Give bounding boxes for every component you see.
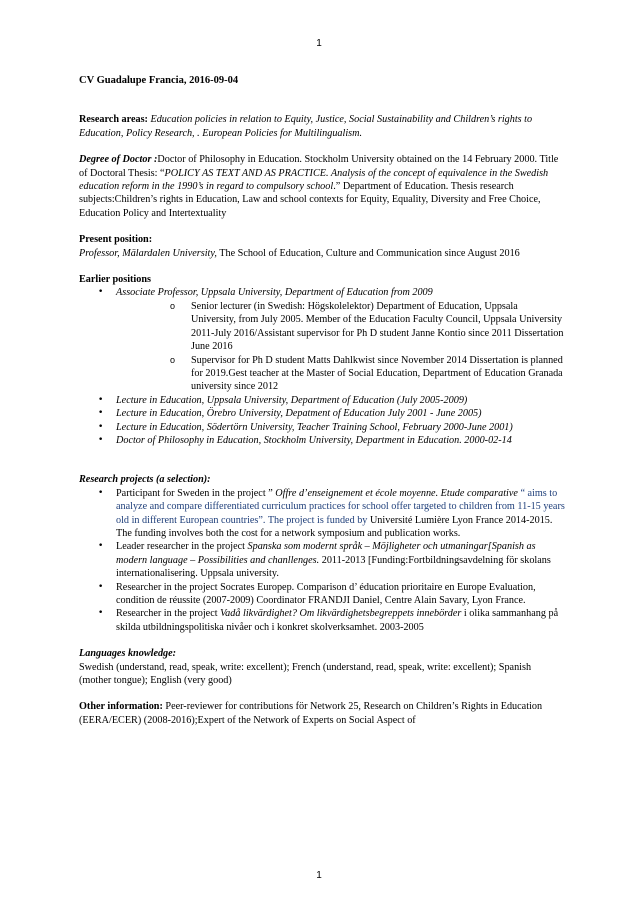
project-text: Leader researcher in the project [116, 541, 248, 553]
degree-text-1: Doctor of Philosophy in Education. Stockholm University obtained on the 14 February 2000. Title of Doctoral Thesis: “ [79, 154, 559, 179]
other-information [79, 700, 565, 727]
research-areas [79, 113, 565, 140]
present-position-label: Present position: [79, 234, 153, 246]
page-number-top: 1 [316, 38, 322, 49]
cv-document [79, 74, 565, 727]
earlier-positions-label: Earlier positions [79, 274, 151, 286]
present-position [79, 247, 565, 260]
list-item [79, 540, 565, 580]
list-item [79, 607, 565, 634]
research-projects-list [79, 487, 565, 634]
sub-list-item: o Senior lecturer (in Swedish: Högskolelektor) Department of Education, Uppsala University, from July 2005. Member of the Education Faculty Council, Uppsala University 2011-July 2016/Assistant supervisor for Ph D student Janne Kontio since 2011 Dissertation June 2016 [116, 300, 565, 354]
languages-label: Languages knowledge: [79, 648, 177, 660]
project-title: Vadå likvärdighet? Om likvärdighetsbegreppets innebörder [220, 608, 462, 620]
earlier-positions-list [79, 286, 565, 447]
research-areas-text: Education policies in relation to Equity, Justice, Social Sustainability and Children’s rights to Education, Policy Research, . European Policies for Multilingualism. [79, 114, 533, 139]
degree-of-doctor [79, 153, 565, 220]
present-position-text: The School of Education, Culture and Communication since August 2016 [216, 247, 520, 259]
sub-list [116, 300, 565, 394]
project-text: 2011-2013 [Funding:Fortbildningsavdelning för skolans internationalisering. Uppsala university. [116, 554, 551, 580]
list-item: • Researcher in the project Socrates Europep. Comparison d’ éducation prioritaire en Europe Evaluation, condition de réussite (2007-2009) Coordinator FRANDJI Daniel, Centre Alain Savary, Lyon France. [79, 581, 565, 608]
document-title: CV Guadalupe Francia, 2016-09-04 [79, 75, 239, 86]
project-text: Université Lumière Lyon France 2014-2015. The funding involves both the cost for a network symposium and publication works. [116, 514, 553, 539]
sub-list-item: o Supervisor for Ph D student Matts Dahlkwist since November 2014 Dissertation is planned for 2019.Gest teacher at the Master of Social Education, Department of Education Granada university since 2012 [116, 354, 565, 394]
list-item: • Lecture in Education, Örebro University, Depatment of Education July 2001 - June 2005) [79, 407, 565, 420]
list-item: • Doctor of Philosophy in Education, Stockholm University, Department in Education. 2000-02-14 [79, 434, 565, 447]
other-information-label: Other information: [79, 701, 163, 713]
degree-text-2: .” Department of Education. Thesis research subjects:Children’s rights in Education, Law and school contexts for Equity, Equality, Diversity and Free Choice, Education Policy and Intertextuality [79, 181, 541, 219]
research-areas-label: Research areas: [79, 114, 148, 126]
thesis-title: POLICY AS TEXT AND AS PRACTICE. Analysis of the concept of equivalence in the Swedish education reform in the 1990’s in regard to compulsory school [79, 167, 549, 193]
present-position-title: Professor, Mälardalen University, [79, 247, 217, 259]
list-item: • Lecture in Education, Södertörn University, Teacher Training School, February 2000-June 2001) [79, 421, 565, 434]
research-projects-label: Research projects (a selection): [79, 474, 211, 486]
project-text: Researcher in the project [116, 608, 221, 620]
project-text-blue: “ aims to analyze and compare differentiated curriculum practices for school offer targeted to children from 11-15 years old in different European countries”. The project is funded by [116, 487, 565, 526]
project-title: Offre d’enseignement et école moyenne. Etude comparative [275, 487, 518, 499]
other-information-text: Peer-reviewer for contributions för Network 25, Research on Children’s Rights in Education (EERA/ECER) (2008-2016);Expert of the Network of Experts on Social Aspect of [79, 701, 543, 726]
project-title: Spanska som modernt språk – Möjligheter och utmaningar[Spanish as modern language – Possibilities and chanllenges. [116, 541, 536, 566]
page-number-bottom: 1 [316, 870, 322, 881]
position-text: Associate Professor, Uppsala University, Department of Education from 2009 [116, 287, 433, 299]
languages-text: Swedish (understand, read, speak, write: excellent); French (understand, read, speak, write: excellent); Spanish (mother tongue); English (very good) [79, 661, 532, 687]
list-item: • Lecture in Education, Uppsala University, Department of Education (July 2005-2009) [79, 394, 565, 407]
list-item [79, 487, 565, 541]
list-item [79, 286, 565, 393]
project-text: Participant for Sweden in the project ” [116, 487, 276, 499]
project-text: i olika sammanhang på skilda utbildningspolitiska nivåer och i konkret skolverksamhet. 2003-2005 [116, 608, 559, 633]
degree-label: Degree of Doctor : [79, 154, 158, 166]
